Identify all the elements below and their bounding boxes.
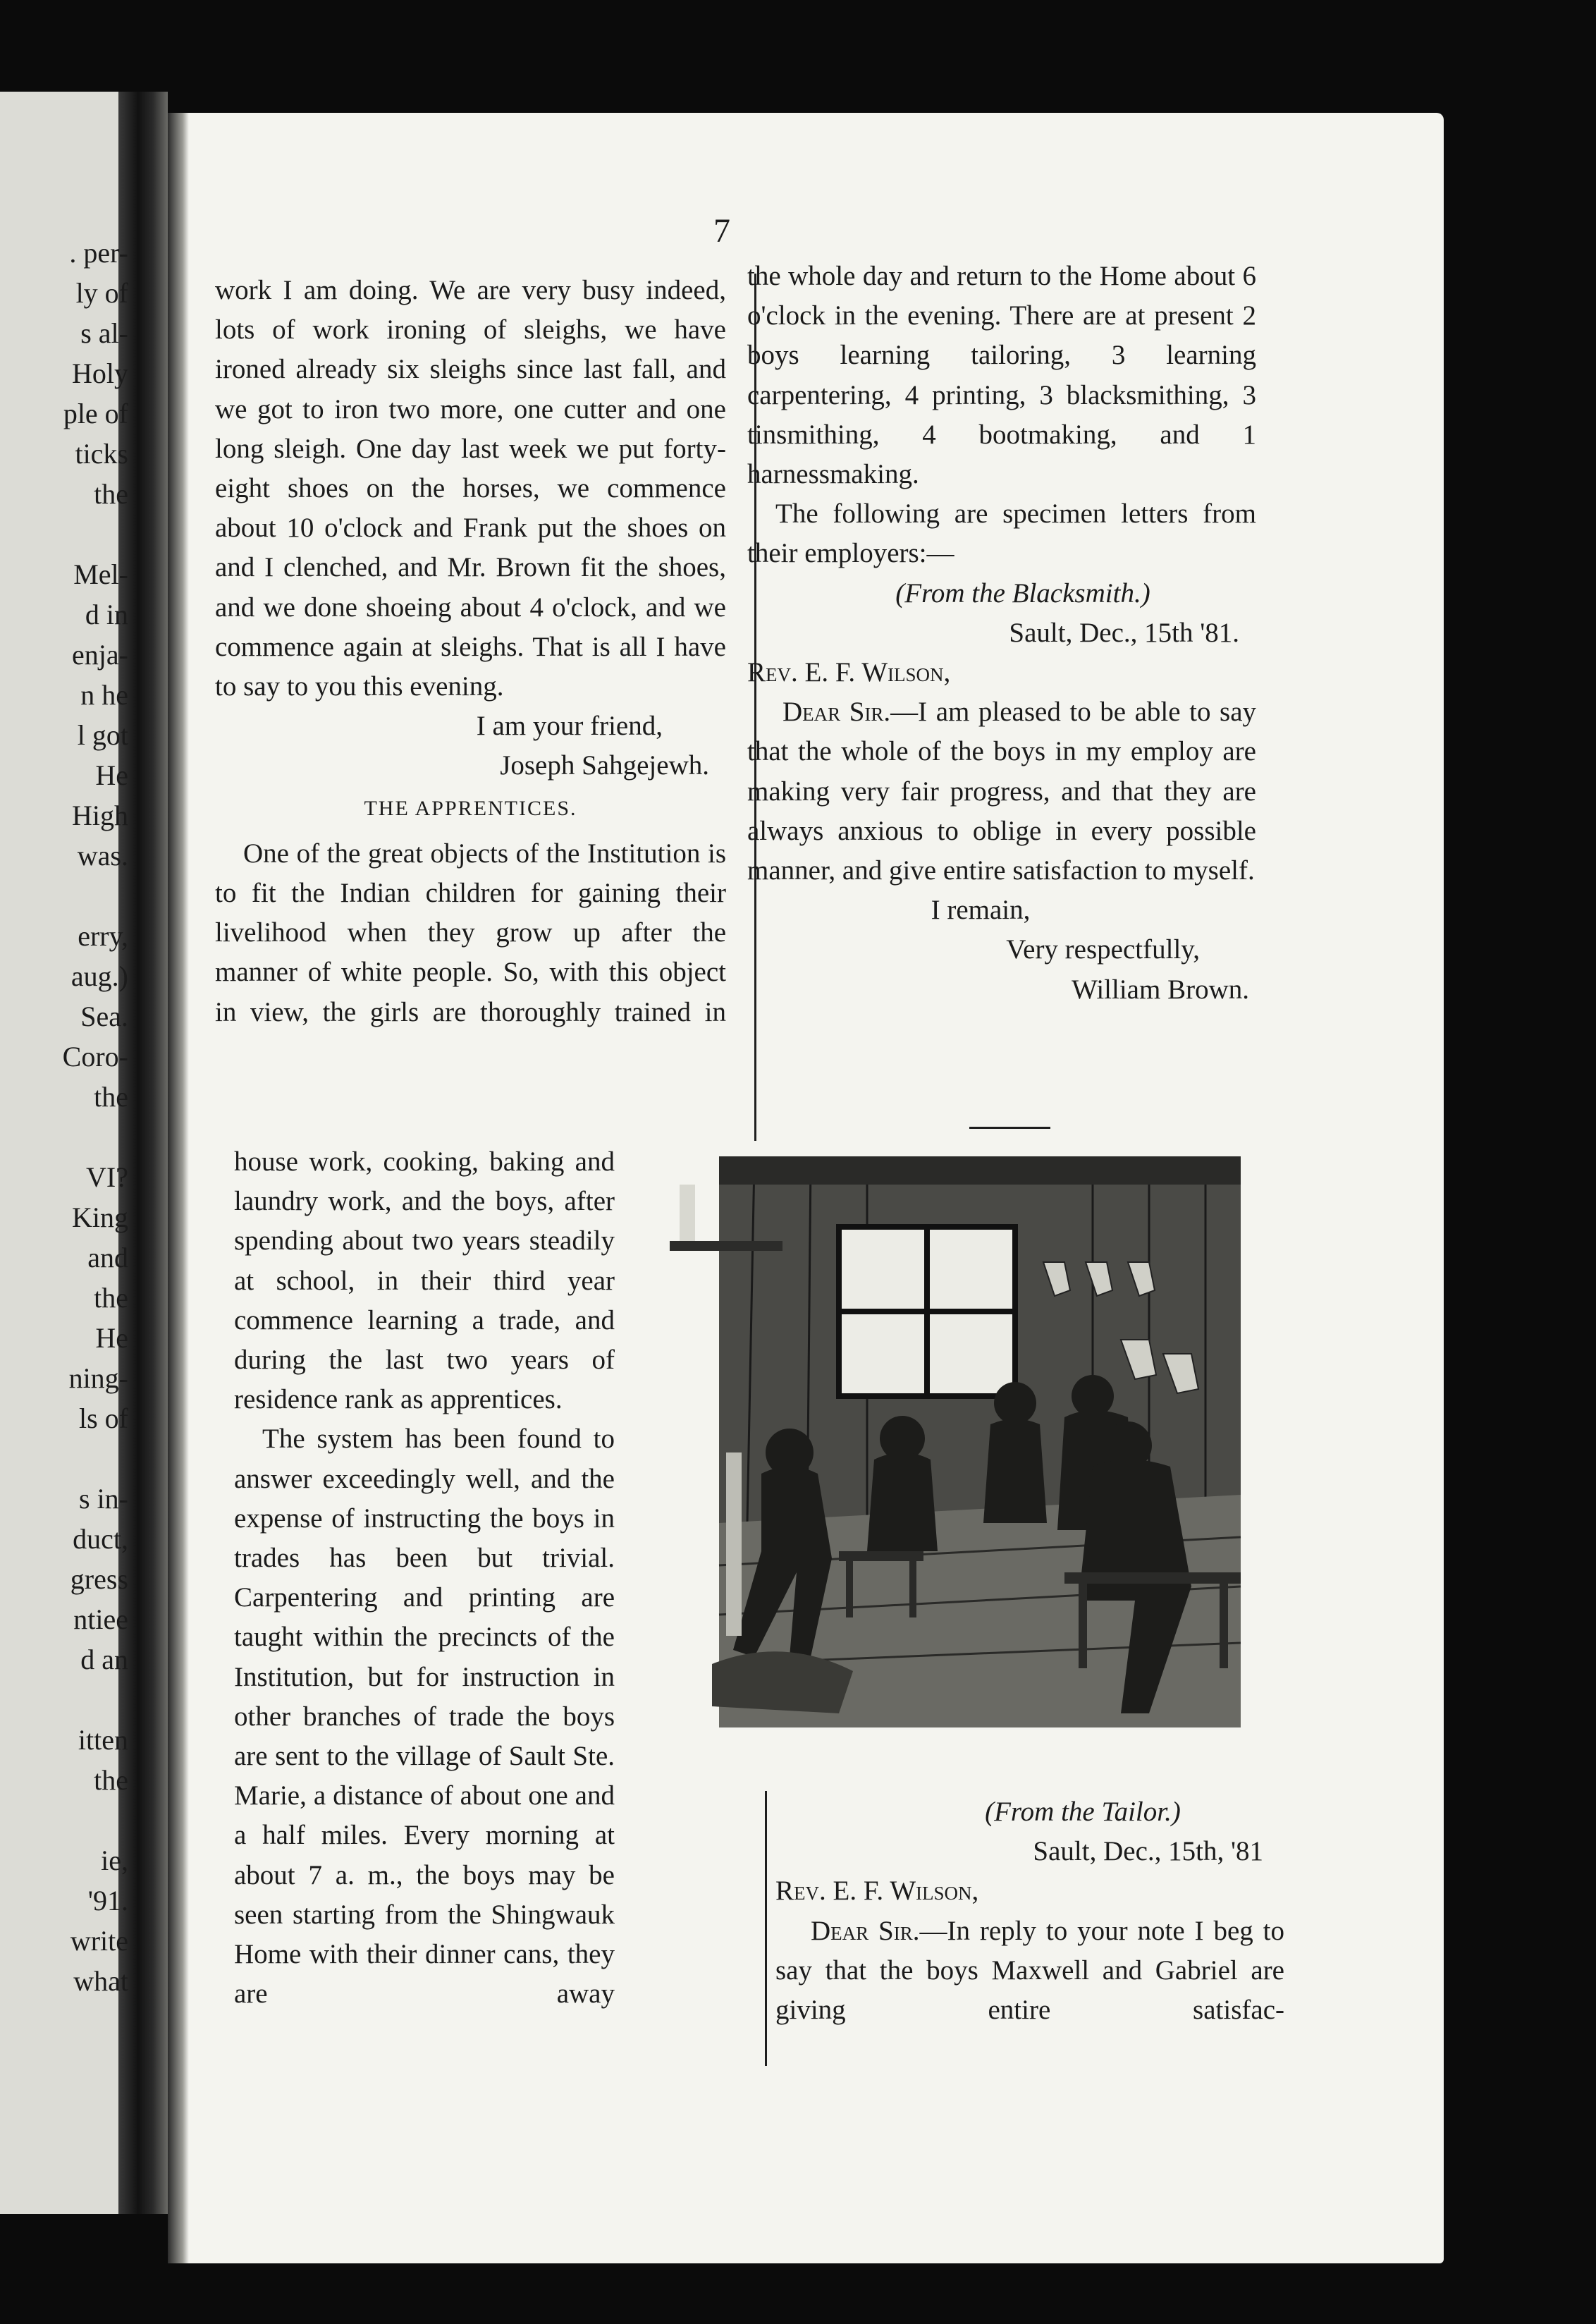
facing-page-fragment: VI?: [86, 1161, 128, 1193]
letter2-from: (From the Tailor.): [985, 1797, 1181, 1827]
bottle-icon: [680, 1185, 695, 1241]
facing-page-fragment: itten: [78, 1724, 128, 1756]
letter2-body: [775, 1912, 1284, 2031]
facing-page-fragment: the: [94, 1282, 128, 1314]
facing-page-fragment: s al-: [80, 317, 128, 349]
facing-page-fragment: Sea.: [80, 1001, 128, 1032]
facing-page-fragment: King: [72, 1201, 128, 1233]
facing-page-fragment: the: [94, 1081, 128, 1113]
column-rule-bottom: [765, 1791, 767, 2066]
facing-page-fragment: d in: [85, 599, 128, 630]
facing-page-fragment: duct,: [73, 1523, 128, 1555]
following-paragraph: The following are specimen letters from their employers:—: [747, 499, 1256, 569]
facing-page-fragment: Mel-: [73, 558, 128, 590]
facing-page-fragment: what: [73, 1965, 128, 1997]
column-left-narrow: [234, 1142, 615, 2014]
facing-page-fragment: He: [95, 759, 128, 791]
letter1-from: (From the Blacksmith.): [895, 577, 1150, 608]
facing-page-fragment: . per-: [69, 237, 128, 269]
letter1-signature: William Brown.: [1072, 974, 1249, 1005]
column-right: [747, 257, 1256, 1010]
facing-page-fragment: n he: [80, 679, 128, 711]
section-heading: THE APPRENTICES.: [364, 796, 577, 820]
facing-page-fragment: was.: [77, 840, 128, 872]
trades-paragraph: the whole day and return to the Home about 6 o'clock in the evening. There are at present 2 boys learning tailoring, 3 learning carpentering, 4 printing, 3 blacksmithing, 3 tinsmithing, 4 bootmaking, and 1 harnessmaking.: [747, 261, 1256, 490]
letter1-salutation: Dear Sir.: [782, 697, 891, 728]
facing-page-fragment: ls of: [79, 1402, 128, 1434]
facing-page-fragment: Coro-: [62, 1041, 128, 1072]
letter1-date: Sault, Dec., 15th '81.: [1009, 617, 1239, 648]
letter2-salutation: Dear Sir.: [811, 1915, 920, 1946]
letter-signature: Joseph Sahgejewh.: [500, 750, 709, 781]
facing-page-fragment: Holy: [72, 357, 128, 389]
facing-page-fragment: write: [70, 1925, 128, 1957]
letter2-date: Sault, Dec., 15th, '81: [1033, 1836, 1263, 1867]
facing-page-fragment: d an: [80, 1644, 128, 1675]
letter1-closing2: Very respectfully,: [1006, 934, 1200, 965]
facing-page-fragment: gress: [70, 1563, 128, 1595]
facing-page-fragment: High: [72, 800, 128, 831]
system-paragraph: The system has been found to answer exceedingly well, and the expense of instructing the boys in trades has been but trivial. Carpentering and printing are taught within the precincts of the Institution, but for instruction in other branches of trade the boys are sent to the village of Sault Ste. Marie, a distance of about one and a half miles. Every morning at about 7 a. m., the boys may be seen starting from the Shingwauk Home with their dinner cans, they are away: [234, 1424, 615, 2010]
facing-page-fragment: ning-: [68, 1362, 128, 1394]
facing-page-fragment: l got: [77, 719, 128, 751]
letter-paragraph: work I am doing. We are very busy indeed, lots of work ironing of sleighs, we have ironed already six sleighs since last fall, and we got to iron two more, one cutter and one long sleigh. One day last week we put forty-eight shoes on the horses, we commence about 10 o'clock and Frank put the shoes on and I clenched, and Mr. Brown fit the shoes, and we done shoeing about 4 o'clock, and we commence again at sleighs. That is all I have to say to you this evening.: [215, 275, 726, 702]
facing-page-fragment: ly of: [75, 277, 128, 309]
column-left: [215, 271, 726, 1032]
facing-page-fragment: ntiee: [73, 1603, 128, 1635]
facing-page-fragment: aug.): [70, 960, 128, 992]
facing-page-fragment: ple of: [63, 398, 128, 429]
facing-page-fragment: ie,: [101, 1845, 128, 1876]
facing-page-fragment: He: [95, 1322, 128, 1354]
apprentices-paragraph-narrow: house work, cooking, baking and laundry work, and the boys, after spending about two years steadily at school, in their third year commence learning a trade, and during the last two years of residence rank as apprentices.: [234, 1146, 615, 1415]
facing-page-fragment: s in-: [79, 1483, 128, 1515]
letter-separator: [969, 1127, 1050, 1129]
apprentices-paragraph-wide: One of the great objects of the Institution is to fit the Indian children for gaining their livelihood when they grow up after the manner of white people. So, with this object in view, the girls are thoroughly trained in: [215, 838, 726, 1027]
letter-closing: I am your friend,: [476, 711, 663, 742]
letter1-addressee: Rev. E. F. Wilson,: [747, 657, 951, 688]
facing-page-fragment: and: [87, 1242, 128, 1273]
letter1-closing1: I remain,: [931, 895, 1031, 926]
facing-page-fragment: the: [94, 478, 128, 510]
page-spine-shadow: [168, 113, 189, 2263]
letter1-body: [747, 692, 1256, 891]
facing-page-fragment: enja-: [72, 639, 128, 671]
page-number: 7: [713, 212, 730, 250]
facing-page-fragment: '91.: [87, 1885, 128, 1916]
letter2-text: —In reply to your note I beg to say that the boys Maxwell and Gabriel are giving entire satisfac-: [775, 1915, 1284, 2026]
letter1-text: —I am pleased to be able to say that the whole of the boys in my employ are making very fair progress, and that they are always anxious to oblige in every possible manner, and give entire satisfaction to myself.: [747, 697, 1256, 886]
facing-page-fragment: ticks: [75, 438, 128, 470]
column-right-lower: [775, 1792, 1284, 2030]
facing-page-fragment: the: [94, 1764, 128, 1796]
workshop-illustration: [670, 1156, 1276, 1742]
letter2-addressee: Rev. E. F. Wilson,: [775, 1876, 979, 1907]
facing-page-fragment: erry,: [78, 920, 128, 952]
